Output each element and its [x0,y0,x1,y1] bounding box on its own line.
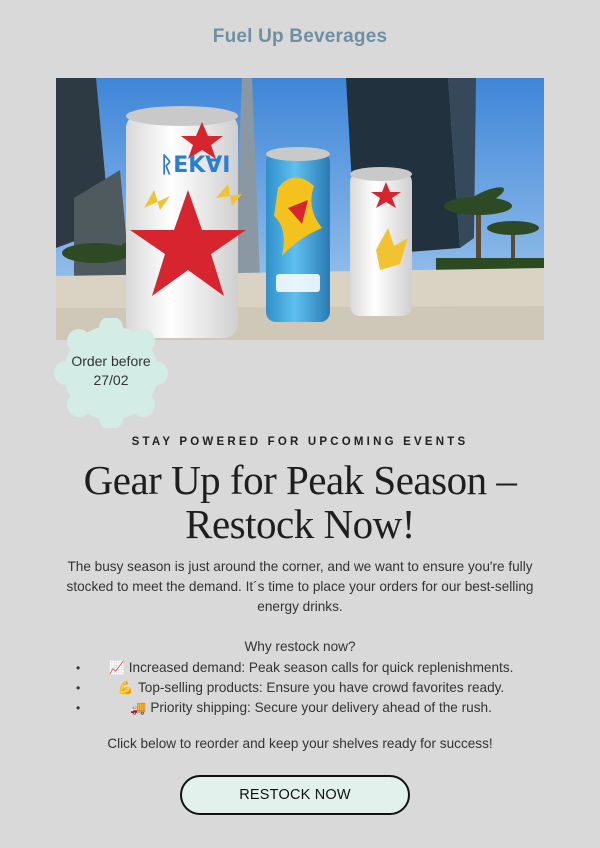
list-item-text: Top-selling products: Ensure you have crowd favorites ready. [137,680,505,695]
headline-line-2: Restock Now! [185,501,415,547]
delivery-truck-icon: 🚚 [130,700,147,715]
list-item-text: Increased demand: Peak season calls for quick replenishments. [128,660,514,675]
badge-line-1: Order before [71,353,151,369]
list-item [76,698,546,718]
svg-text:ᚱEKⱯI: ᚱEKⱯI [160,153,231,178]
intro-paragraph: The busy season is just around the corner, and we want to ensure you're fully stocked to meet the demand. It´s time to place your orders for our best-selling energy drinks. [66,559,534,614]
badge-line-2: 27/02 [93,372,129,388]
bullet-dot: • [76,701,81,715]
list-item-text: Priority shipping: Secure your delivery ahead of the rush. [150,700,492,715]
list-item [76,678,546,698]
why-restock-title: Why restock now? [244,639,356,654]
flexed-biceps-icon: 💪 [117,680,134,695]
headline [0,458,600,546]
order-deadline-badge [52,318,170,428]
closing-text: Click below to reorder and keep your shelves ready for success! [107,736,493,751]
eyebrow-text: STAY POWERED FOR UPCOMING EVENTS [131,436,469,448]
bullet-dot: • [76,661,81,675]
chart-increasing-icon: 📈 [108,660,125,675]
bullet-dot: • [76,681,81,695]
brand-name: Fuel Up Beverages [212,26,388,47]
reasons-list [76,658,546,718]
headline-line-1: Gear Up for Peak Season – [83,457,517,503]
restock-now-button[interactable]: RESTOCK NOW [180,775,410,815]
hero-image [56,78,544,340]
list-item [76,658,546,678]
